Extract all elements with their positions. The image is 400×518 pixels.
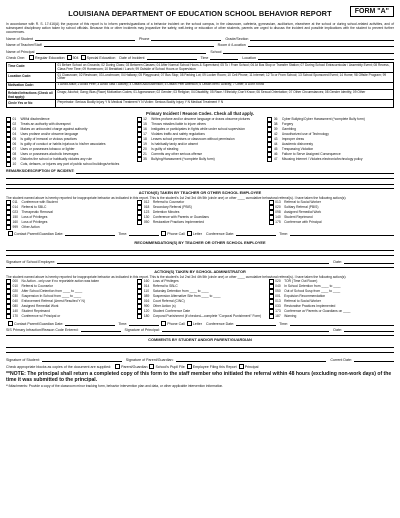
phone-field[interactable] xyxy=(151,36,221,41)
item-code: 130 xyxy=(143,214,150,219)
list-item[interactable] xyxy=(137,220,262,225)
conference-date-label: Conference Date: xyxy=(206,232,235,237)
item-code: 040 xyxy=(12,299,19,304)
remarks-label: REMARKS/DESCRIPTION OF INCIDENT: xyxy=(6,168,75,173)
table-row xyxy=(7,100,393,107)
item-code: 19 xyxy=(143,141,147,146)
copy-pupil-file-checkbox[interactable] xyxy=(149,364,154,369)
item-text: Misusing Internet / Violates electronic/technology policy xyxy=(281,156,363,161)
item-checkbox[interactable] xyxy=(269,314,274,319)
item-code: 013 xyxy=(275,299,281,304)
item-code: 050 xyxy=(143,219,150,224)
item-code: 011 xyxy=(12,199,18,204)
item-text: Cuts, defaces, or injures any part of public school buildings/vehicles xyxy=(20,161,120,166)
item-code: 06 xyxy=(12,141,17,146)
item-text: Conference with Student xyxy=(21,199,58,204)
item-text: Willful disobedience xyxy=(20,116,50,121)
item-code: 020 xyxy=(275,279,281,284)
item-text: Other Action (s) xyxy=(152,304,176,309)
admin-phone-call-label: Phone Call xyxy=(167,321,185,326)
item-code: 014 xyxy=(12,204,19,209)
list-item[interactable] xyxy=(267,157,394,162)
item-code: 020 xyxy=(275,204,281,209)
item-code: 080 xyxy=(12,304,19,309)
c504-checkbox[interactable] xyxy=(67,55,72,60)
item-text: Student Conference Date xyxy=(152,309,191,314)
time-field[interactable] xyxy=(210,55,238,60)
item-text: Restorative Practices Implemented xyxy=(152,219,204,224)
copy-principal-checkbox[interactable] xyxy=(239,364,244,369)
attachments-note: **Attachments: Provide a copy of the classroom minor tracking form, behavior intervention plan and data, or other applicable intervention information. xyxy=(6,384,224,389)
phone-label: Phone xyxy=(138,37,150,41)
item-text: Conference w/ Parents or Guardians on ____ xyxy=(284,309,351,314)
item-text: Instigates or participates in fights while under school supervision xyxy=(151,126,245,131)
remarks-row xyxy=(6,169,394,174)
teacher-row xyxy=(6,41,394,47)
item-checkbox[interactable] xyxy=(137,314,142,319)
item-text: Forgery xyxy=(281,121,294,126)
item-code: 21 xyxy=(143,151,147,156)
item-code: 040 xyxy=(275,284,281,289)
item-text: Academic dishonesty xyxy=(281,141,313,146)
item-code: 990 xyxy=(143,304,150,309)
item-text: Referral to Counselor xyxy=(152,199,185,204)
item-text: Is guilty of stealing xyxy=(151,146,179,151)
copy-employee-label: Employee Filing this Report xyxy=(192,364,237,369)
item-text: Is habitually tardy and/or absent xyxy=(151,141,198,146)
item-text: Warning xyxy=(284,314,297,319)
admin-conference-time-field[interactable] xyxy=(290,321,394,326)
principal-field[interactable] xyxy=(36,49,206,54)
intro-paragraph: In accordance with R. S. 17:416(A) the purpose of this report is to inform parents/guardians of a behavior incident on the school campus, in the classroom, cafeteria, gymnasium, auditorium, elsewhere at the school or during school-related activities, and of subsequent disciplinary action taken by school officials. Because this or other incidents may jeopardize the safety, well-being or education of other students, parents are urged to discuss the incident and possible implications with the student to prevent further occurrences. xyxy=(6,22,394,35)
item-text: Student Reprimand xyxy=(284,214,313,219)
item-text: Saturday Detention from ____ to ____ xyxy=(152,289,209,294)
item-code: 20 xyxy=(143,146,147,151)
primary-codes-grid xyxy=(6,117,394,167)
item-text: Expulsion Recommendation xyxy=(284,294,326,299)
item-code: 04 xyxy=(12,131,17,136)
copy-principal-label: Principal xyxy=(244,364,259,369)
item-text: Loss of Privileges xyxy=(21,214,48,219)
comments-heading: COMMENTS BY STUDENT AND/OR PARENT/GUARDIAN xyxy=(6,335,394,342)
item-code: 000 xyxy=(12,279,19,284)
item-code: 120 xyxy=(143,309,150,314)
item-text: Bullying/Harassment (*complete Bully form) xyxy=(151,156,215,161)
item-code: 033 xyxy=(275,304,281,309)
item-code: 050 xyxy=(275,289,281,294)
item-checkbox[interactable] xyxy=(137,157,142,162)
list-item[interactable] xyxy=(137,157,264,162)
primary-codes-col-3 xyxy=(267,117,394,167)
item-code: 187 xyxy=(275,314,281,319)
item-text: Enforcement Referral (Arrest Resulted Y N) xyxy=(21,299,85,304)
item-text: Referral to Social Worker xyxy=(284,199,321,204)
c504-label: 504 xyxy=(72,56,79,61)
item-code: 999 xyxy=(12,224,19,229)
item-text: Loss of Privileges xyxy=(152,279,179,284)
table-row xyxy=(7,73,393,83)
copy-parent-checkbox[interactable] xyxy=(115,364,120,369)
item-code: 012 xyxy=(143,199,150,204)
item-code: 12 xyxy=(143,116,147,121)
item-text: Other Action xyxy=(21,224,40,229)
motivation-code-text: 1 Avoid Adult; 2 Avoid Peer; 3 Avoid Task / Activity; 4 Obtain Adult Attention; 5 Obtain Peer Attention; 6 Obtain Item / Activity; 7 Other; 8 Don't Know xyxy=(57,82,265,87)
sis-label: SIS Primary Infraction/Reason Code Entered: xyxy=(6,328,79,333)
remarks-field[interactable] xyxy=(76,169,394,174)
item-code: 001 xyxy=(275,294,281,299)
copies-row xyxy=(6,362,394,368)
list-item[interactable] xyxy=(137,314,262,319)
copy-pupil-file-label: School's Pupil File xyxy=(155,364,185,369)
item-code: 089 xyxy=(143,294,150,299)
item-text: Loss of Privileges xyxy=(21,219,48,224)
item-checkbox[interactable] xyxy=(6,314,11,319)
principal-label: Name of Principal xyxy=(6,49,35,54)
final-signature-row xyxy=(6,356,394,362)
special-ed-label: Special Education xyxy=(86,56,116,61)
admin-action-col-2 xyxy=(137,279,262,319)
teacher-action-paragraph: The student named above is hereby reported for inappropriate behavior as indicated in this report. This is the student's 1st 2nd 3rd 4th 5th (circle one) or other ____ cumulative behavioral referral(s). I have taken the following action(s): xyxy=(6,195,347,200)
related-infractions-text: Drugs; Alcohol; Gang; Bias (Race) Motivation Codes; 01 Appearance; 02 Gender; 03 Religion; 04 Disability; 05 Race / Ethnicity; Don't Know; 06 Sexual Orientation; 07 Other Circumstances; 08 Gender Identity; 09 Other xyxy=(57,89,366,94)
employee-signature-field[interactable] xyxy=(57,259,329,264)
room-label: Room # /Location xyxy=(217,43,246,48)
student-name-label: Name of Student xyxy=(6,37,33,41)
item-code: 018 xyxy=(143,204,150,209)
item-code: 17 xyxy=(143,131,147,136)
admin-contact-time-field[interactable] xyxy=(129,321,159,326)
item-text: Secondary Referral (PBIS) xyxy=(152,204,192,209)
item-checkbox[interactable] xyxy=(6,162,11,167)
item-text: Is guilty of conduct or habits injurious to his/her associates xyxy=(20,141,106,146)
principal-signature-label: Signature of Principal: xyxy=(124,328,160,333)
item-text: Trespassing Violation xyxy=(281,146,314,151)
item-text: Cyber Bullying/Cyber Harassment (*complete Bully form) xyxy=(281,116,365,121)
primary-codes-heading: Primary Incident / Reason Codes. Check all that apply. xyxy=(146,110,254,116)
item-code: 030 xyxy=(12,294,19,299)
sis-row xyxy=(6,326,394,332)
item-code: 03 xyxy=(12,126,17,131)
item-text: Referral to Counselor xyxy=(21,284,53,289)
item-code: 46 xyxy=(273,151,278,156)
principal-signature-field[interactable] xyxy=(162,327,330,332)
item-code: 43 xyxy=(273,136,278,141)
comments-line[interactable] xyxy=(6,348,394,353)
list-item[interactable] xyxy=(6,314,131,319)
item-code: 023 xyxy=(12,209,19,214)
item-text: Conference with Parents or Guardians xyxy=(152,214,209,219)
motivation-code-label: Motivation Code: xyxy=(7,83,56,90)
admin-contact-label: Contact Parent/Guardian Date: xyxy=(14,321,64,326)
parent-signature-label: Signature of Parent/Guardian: xyxy=(125,358,174,363)
grade-label: Grade/Section xyxy=(225,37,249,41)
phone-call-checkbox[interactable] xyxy=(161,231,166,236)
list-item[interactable] xyxy=(6,225,131,230)
item-text: Violates traffic and safety regulations xyxy=(151,131,205,136)
employee-signature-label: Signature of School Employee: xyxy=(6,260,56,265)
item-code: 05 xyxy=(12,136,17,141)
item-code: 110 xyxy=(143,289,150,294)
item-checkbox[interactable] xyxy=(6,225,11,230)
item-text: Corporal Punishment (if checked—complete "Corporal Punishment" Form) xyxy=(152,314,262,319)
item-text: Assigned Remedial Work xyxy=(21,304,59,309)
student-signature-field[interactable] xyxy=(42,357,122,362)
copies-label: Check appropriate blocks as copies of the document are supplied: xyxy=(6,364,112,369)
item-text: After School Detention from ____ to ____ xyxy=(21,289,83,294)
time-label: Time xyxy=(200,56,209,61)
contact-checkbox[interactable] xyxy=(8,231,13,236)
item-code: 10 xyxy=(12,161,17,166)
principal-note: **NOTE: The principal shall return a completed copy of this form to the staff member who initiated the referral within 48 hours (excluding non-work days) of the time it was submitted to the principal. xyxy=(6,370,392,383)
item-code: 180 xyxy=(143,314,150,319)
parent-signature-field[interactable] xyxy=(176,357,327,362)
injury-text: Perpetrator: Serious Bodily Injury Y N Medical Treatment Y N Victim: Serious Bodily Injury Y N Medical Treatment Y N xyxy=(57,100,224,105)
item-code: 39 xyxy=(273,126,278,131)
item-text: Uses or possesses alcoholic beverages xyxy=(20,151,79,156)
sis-field[interactable] xyxy=(81,327,121,332)
item-code: 140 xyxy=(275,214,281,219)
item-code: 013 xyxy=(275,199,281,204)
circle-yes-no-label: Circle Yes or No xyxy=(7,100,56,107)
item-text: Detention Minutes xyxy=(152,209,180,214)
item-code: 014 xyxy=(143,284,150,289)
admin-conference-date-field[interactable] xyxy=(236,321,276,326)
item-text: Uses or possesses tobacco or lighter xyxy=(20,146,75,151)
behavior-report-form xyxy=(6,0,394,388)
admin-conference-date-label: Conference Date: xyxy=(206,321,235,326)
item-code: 175 xyxy=(275,219,281,224)
item-text: Leaves school premises or classroom without permission xyxy=(151,136,235,141)
item-code: 42 xyxy=(273,131,278,136)
item-code: 44 xyxy=(273,141,278,146)
conference-time-field[interactable] xyxy=(290,231,394,236)
item-text: In School Detention from ____ to ____ xyxy=(284,284,341,289)
admin-letter-label: Letter xyxy=(192,321,202,326)
principal-date-field[interactable] xyxy=(344,327,394,332)
admin-contact-date-field[interactable] xyxy=(65,321,115,326)
table-row xyxy=(7,90,393,100)
item-code: 15 xyxy=(143,121,147,126)
item-code: 123 xyxy=(143,209,150,214)
item-text: Conference with Principal xyxy=(284,219,322,224)
list-item[interactable] xyxy=(269,220,394,225)
item-checkbox[interactable] xyxy=(267,157,272,162)
location-code-text: 01 Classroom; 02 Restroom; 03 Lunchroom; 04 Hallway; 05 Playground; 07 Bus Stop; 08 Parking Lot; 09 Locker Room; 10 Cell Phone; 11 Internet; 12 To or From School; 13 School Sponsored Event; 14 Home; 98 Offsite Program; 99 Other xyxy=(57,72,387,81)
item-code: 18 xyxy=(143,136,147,141)
check-one-label: Check One: xyxy=(6,56,25,61)
list-item[interactable] xyxy=(6,162,133,167)
item-text: Court Referral (CINC) xyxy=(152,299,185,304)
item-code: 098 xyxy=(275,209,281,214)
copy-employee-checkbox[interactable] xyxy=(187,364,192,369)
item-text: Treats an authority with disrespect xyxy=(20,121,71,126)
item-text: Assigned Remedial Work xyxy=(284,209,322,214)
current-date-label: Current Date: xyxy=(330,358,352,363)
item-code: 010 xyxy=(12,284,19,289)
location-label: Location xyxy=(242,56,256,61)
check-row xyxy=(6,54,394,60)
room-field[interactable] xyxy=(248,42,394,47)
item-text: Failure to Serve Assigned Consequence xyxy=(281,151,341,156)
item-text: Suspension Alternative Site from ____ to ____ xyxy=(152,294,221,299)
item-text: Is guilty of immoral or vicious practices xyxy=(20,136,77,141)
student-signature-label: Signature of Student: xyxy=(6,358,40,363)
current-date-field[interactable] xyxy=(354,357,394,362)
item-text: Student Reprimand xyxy=(21,309,50,314)
employee-date-field[interactable] xyxy=(344,259,394,264)
conference-time-label: Time: xyxy=(279,232,289,237)
item-text: Makes an unfounded charge against authority xyxy=(20,126,88,131)
phone-call-label: Phone Call xyxy=(167,232,185,237)
teacher-label: Name of Teacher/Staff xyxy=(6,43,42,48)
item-code: 170 xyxy=(12,314,19,319)
item-code: 150 xyxy=(12,214,19,219)
item-code: 07 xyxy=(12,146,17,151)
item-text: Referral to SBLC xyxy=(152,284,178,289)
teacher-field[interactable] xyxy=(44,42,214,47)
item-checkbox[interactable] xyxy=(137,220,142,225)
time-code-label: Time Code: xyxy=(7,63,56,72)
codes-table xyxy=(6,62,394,108)
student-row xyxy=(6,35,394,41)
admin-action-heading: ACTION(S) TAKEN BY SCHOOL ADMINISTRATOR xyxy=(6,267,394,274)
item-code: 09 xyxy=(12,156,17,161)
time-code-text: 01 Before School on Grounds; 02 During Class; 03 Between Classes; 04 After Normal School Hours & Supervised; 05 To / From School; 06 At Bus Stop or Transfer Station; 07 During School Extracurricular / Assembly Event; 08 Recess, Class Free Time; 09 Homeroom; 10 Breakfast / Lunch; 99 Outside of School Hours or Supervision xyxy=(57,62,390,71)
item-text: Solitary Referral (PBIS) xyxy=(284,204,319,209)
item-code: 47 xyxy=(273,156,278,161)
admin-action-grid xyxy=(6,279,394,319)
employee-signature-row xyxy=(6,258,394,264)
item-text: Out of School Susp from ____ to ____ xyxy=(284,289,341,294)
item-text: No Action - only use if no reportable action was taken xyxy=(21,279,100,284)
item-code: 160 xyxy=(143,279,150,284)
table-row xyxy=(7,63,393,73)
primary-codes-col-2 xyxy=(137,117,264,167)
item-code: 38 xyxy=(273,121,278,126)
letter-label: Letter xyxy=(192,232,202,237)
copy-parent-label: Parent/Guardian xyxy=(121,364,148,369)
recommendations-heading: RECOMMENDATION(S) BY TEACHER OR OTHER SCHOOL EMPLOYEE xyxy=(134,240,266,246)
location-field[interactable] xyxy=(258,55,394,60)
conference-date-field[interactable] xyxy=(236,231,276,236)
grade-field[interactable] xyxy=(250,36,394,41)
contact-time-field[interactable] xyxy=(129,231,159,236)
related-infractions-label: Related Infractions (Check all that apply): xyxy=(7,90,56,99)
date-incident-field[interactable] xyxy=(147,55,197,60)
item-text: Therapeutic Removal xyxy=(21,209,53,214)
teacher-action-heading: ACTION(S) TAKEN BY TEACHER OR OTHER SCHOOL EMPLOYEE xyxy=(6,188,394,195)
student-name-field[interactable] xyxy=(35,36,135,41)
item-text: Gambling xyxy=(281,126,296,131)
teacher-action-grid xyxy=(6,200,394,230)
item-code: 45 xyxy=(273,146,278,151)
item-code: 36 xyxy=(273,116,278,121)
item-checkbox[interactable] xyxy=(269,220,274,225)
item-text: Unauthorized use of Technology xyxy=(281,131,329,136)
item-code: 140 xyxy=(12,309,19,314)
admin-phone-call-checkbox[interactable] xyxy=(161,321,166,326)
regular-ed-label: Regular Education xyxy=(34,56,65,61)
list-item[interactable] xyxy=(269,314,394,319)
item-text: Referral to Social Worker xyxy=(284,299,321,304)
item-code: 020 xyxy=(12,289,19,294)
principal-row xyxy=(6,47,394,53)
item-code: 160 xyxy=(12,219,19,224)
item-text: Referral to SBLC xyxy=(21,204,47,209)
regular-ed-checkbox[interactable] xyxy=(29,55,34,60)
employee-date-label: Date: xyxy=(333,260,342,265)
admin-contact-time-label: Time: xyxy=(118,321,128,326)
item-text: Throws missiles liable to injure others xyxy=(151,121,206,126)
admin-action-col-3 xyxy=(269,279,394,319)
item-text: Restorative Practices Implemented xyxy=(284,304,336,309)
contact-time-label: Time: xyxy=(118,232,128,237)
contact-label: Contact Parent/Guardian Date: xyxy=(14,232,64,237)
item-code: 173 xyxy=(275,309,281,314)
letter-checkbox[interactable] xyxy=(187,231,192,236)
item-text: Improper dress xyxy=(281,136,304,141)
admin-contact-checkbox[interactable] xyxy=(8,321,13,326)
recommendations-line[interactable] xyxy=(6,251,394,256)
item-code: 35 xyxy=(143,156,147,161)
contact-date-field[interactable] xyxy=(65,231,115,236)
item-text: Disturbs the school or habitually violates any rule xyxy=(20,156,92,161)
school-label: School xyxy=(210,49,222,54)
special-ed-checkbox[interactable] xyxy=(81,55,86,60)
item-text: TOR (Time Out Room) xyxy=(284,279,318,284)
item-text: Uses profane and/or obscene language xyxy=(20,131,79,136)
form-label: FORM "A" xyxy=(350,6,394,17)
item-code: 01 xyxy=(12,116,17,121)
item-code: 08 xyxy=(12,151,17,156)
item-text: Commits any other serious offense xyxy=(151,151,203,156)
item-text: Writes profane and/or obscene language or draws obscene pictures xyxy=(151,116,251,121)
form-title: LOUISIANA DEPARTMENT OF EDUCATION SCHOOL BEHAVIOR REPORT xyxy=(68,9,332,18)
school-field[interactable] xyxy=(223,49,394,54)
item-text: Conference w/ Principal or xyxy=(21,314,61,319)
admin-action-col-1 xyxy=(6,279,131,319)
remarks-line[interactable] xyxy=(6,179,394,184)
location-code-label: Location Code: xyxy=(7,73,56,82)
primary-codes-col-1 xyxy=(6,117,133,167)
admin-action-paragraph: The student named above is hereby reported for inappropriate behavior as indicated in this report. This is the student's 1st 2nd 3rd 4th 5th (circle one) or other ____ cumulative behavioral referral(s). I have taken the following action(s): xyxy=(6,275,347,280)
admin-conference-time-label: Time: xyxy=(279,321,289,326)
admin-letter-checkbox[interactable] xyxy=(187,321,192,326)
item-code: 02 xyxy=(12,121,17,126)
principal-date-label: Date: xyxy=(333,328,342,333)
date-incident-label: Date of Incident xyxy=(119,56,145,61)
item-code: 16 xyxy=(143,126,147,131)
item-text: Suspension In School from ____ to ____ xyxy=(21,294,82,299)
item-code: 016 xyxy=(143,299,150,304)
teacher-contact-row xyxy=(6,230,394,236)
